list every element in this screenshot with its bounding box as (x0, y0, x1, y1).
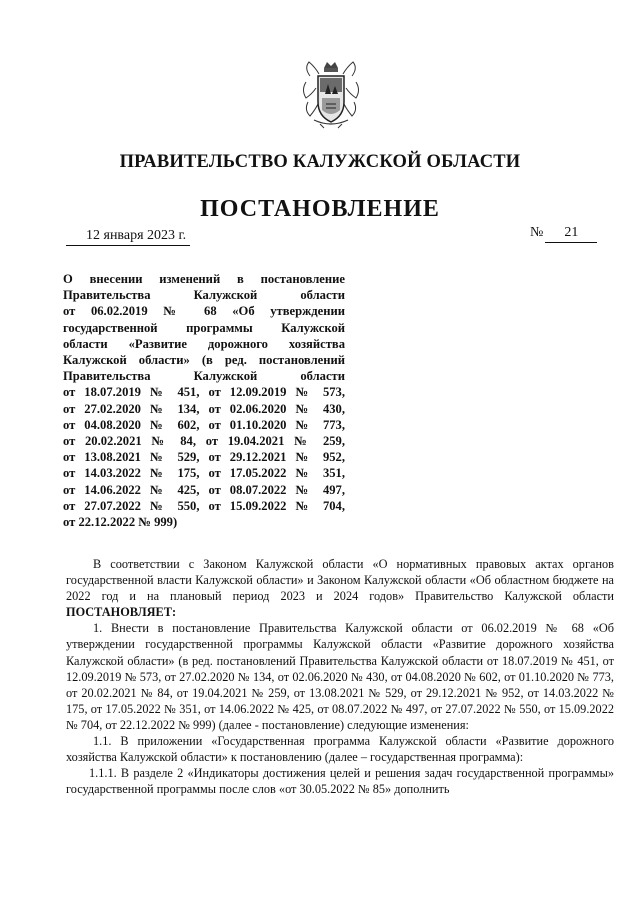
document-date-value: 12 января 2023 г. (66, 228, 190, 246)
subject-line: от 04.08.2020 № 602, от 01.10.2020 № 773, (63, 417, 345, 432)
subject-line: от 13.08.2021 № 529, от 29.12.2021 № 952, (63, 450, 345, 465)
government-title: ПРАВИТЕЛЬСТВО КАЛУЖСКОЙ ОБЛАСТИ (119, 152, 521, 172)
subject-line: Правительства Калужской области (63, 288, 345, 303)
subject-line: от 18.07.2019 № 451, от 12.09.2019 № 573, (63, 385, 345, 400)
paragraph-1-1-1: 1.1.1. В разделе 2 «Индикаторы достижения целей и решения задач государственной программы» государственной программы после слов «от 30.05.2022 № 85» дополнить (66, 766, 614, 797)
document-number (530, 225, 597, 243)
subject-line: от 27.07.2022 № 550, от 15.09.2022 № 704, (63, 498, 345, 513)
paragraph-1: 1. Внести в постановление Правительства Калужской области от 06.02.2019 № 68 «Об утверждении государственной программы Калужской области «Развитие дорожного хозяйства Калужской области» (в ред. постановлений Правительства Калужской области от 18.07.2019 № 451, от 12.09.2019 № 573, от 27.02.2020 № 134, от 02.06.2020 № 430, от 04.08.2020 № 602, от 01.10.2020 № 773, от 20.02.2021 № 84, от 19.04.2021 № 259, от 13.08.2021 № 529, от 29.12.2021 № 952, от 14.03.2022 № 175, от 17.05.2022 № 351, от 14.06.2022 № 425, от 08.07.2022 № 497, от 27.07.2022 № 550, от 15.09.2022 № 704, от 22.12.2022 № 999) (далее - постановление) следующие изменения: (66, 621, 614, 732)
document-type-title: ПОСТАНОВЛЕНИЕ (200, 196, 440, 222)
document-subject (63, 271, 345, 530)
subject-line: от 20.02.2021 № 84, от 19.04.2021 № 259, (63, 434, 345, 449)
subject-line: О внесении изменений в постановление (63, 272, 345, 286)
subject-line: от 06.02.2019 № 68 «Об утверждении (63, 304, 345, 319)
document-body (66, 556, 614, 797)
document-date (66, 228, 190, 246)
preamble-text: В соответствии с Законом Калужской области «О нормативных правовых актах органов государственной власти Калужской области» и Законом Калужской области «Об областном бюджете на 2022 год и на плановый период 2023 и 2024 годов» Правительство Калужской области (66, 557, 614, 604)
subject-line: государственной программы Калужской (63, 320, 345, 335)
number-label: № (530, 225, 544, 240)
subject-line: Правительства Калужской области (63, 369, 345, 384)
subject-line: Калужской области» (в ред. постановлений (63, 353, 345, 368)
paragraph-1-1: 1.1. В приложении «Государственная программа Калужской области «Развитие дорожного хозяйства Калужской области» к постановлению (далее – государственная программа): (66, 734, 614, 765)
number-value: 21 (545, 225, 597, 243)
coat-of-arms-emblem (300, 58, 362, 130)
subject-line: области «Развитие дорожного хозяйства (63, 336, 345, 351)
subject-line: от 14.06.2022 № 425, от 08.07.2022 № 497, (63, 482, 345, 497)
subject-line: от 27.02.2020 № 134, от 02.06.2020 № 430, (63, 401, 345, 416)
preamble-paragraph (66, 556, 614, 620)
decree-word: ПОСТАНОВЛЯЕТ: (66, 605, 177, 620)
subject-line: от 22.12.2022 № 999) (63, 515, 178, 530)
subject-line: от 14.03.2022 № 175, от 17.05.2022 № 351, (63, 466, 345, 481)
